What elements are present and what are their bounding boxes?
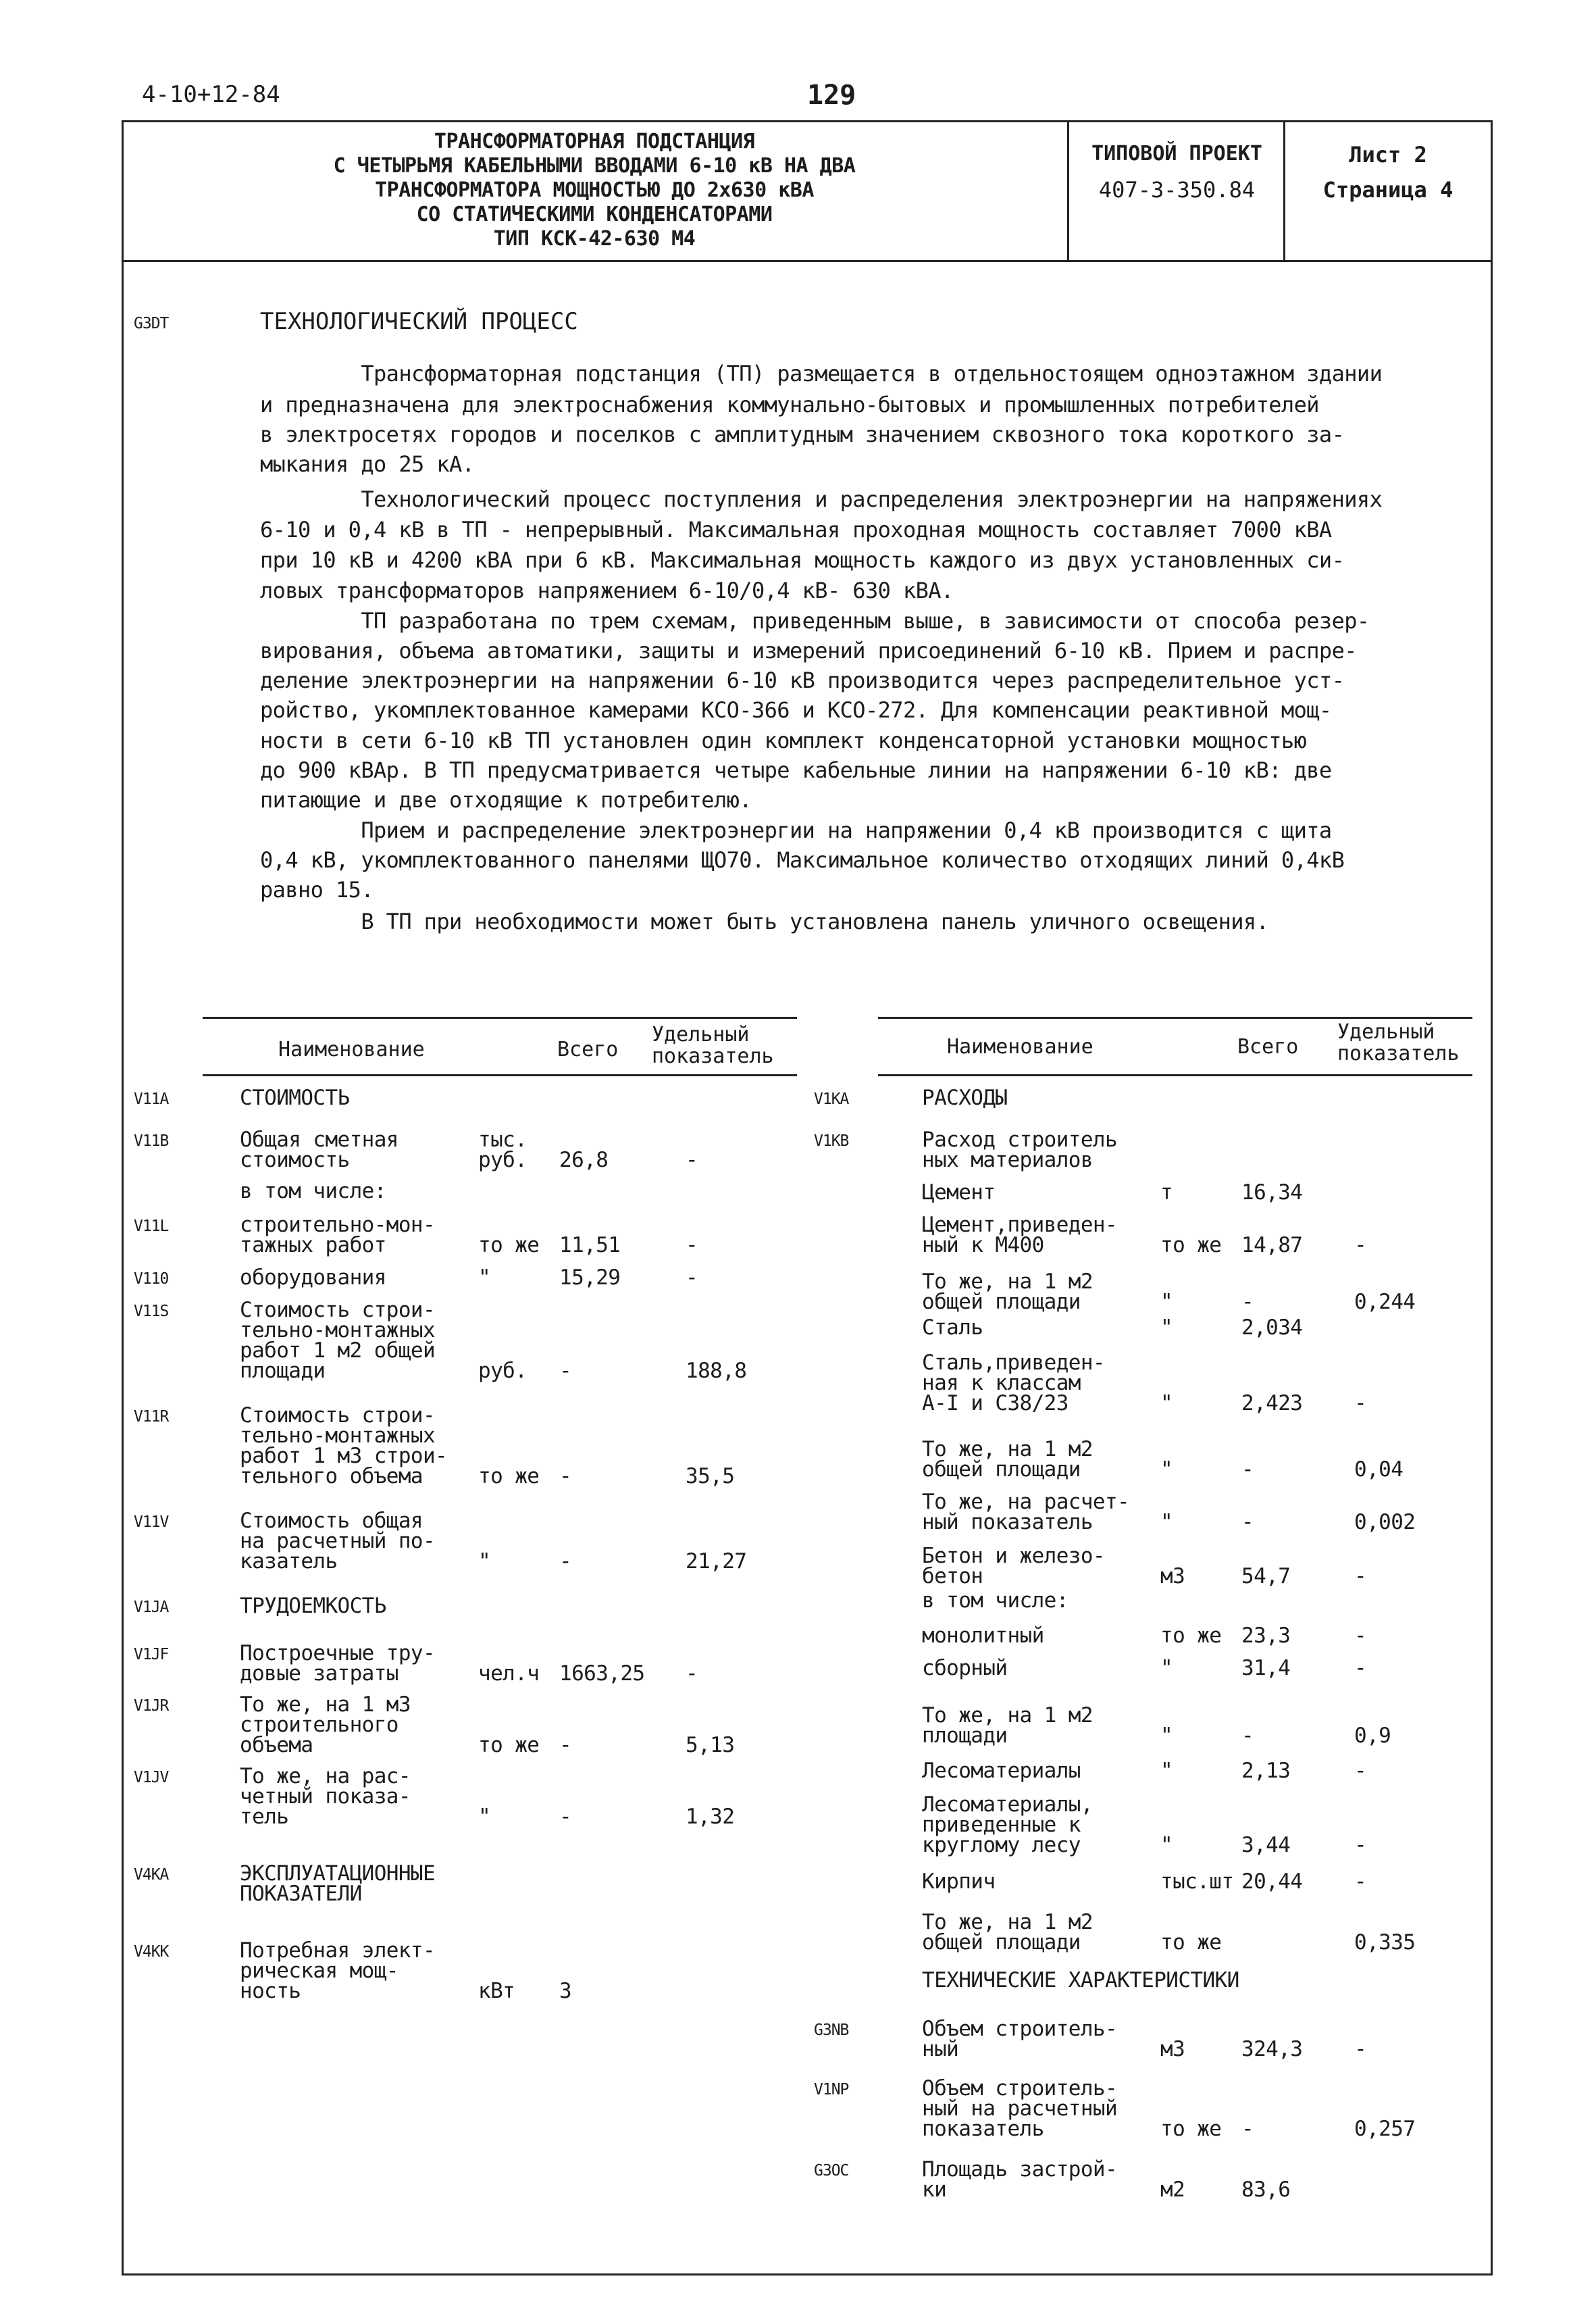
row-name <box>922 1317 983 1338</box>
row-name <box>922 1492 1129 1532</box>
row-name-line: оборудования <box>240 1265 386 1290</box>
row-code: G3NB <box>814 2021 849 2039</box>
row-specific: 1,32 <box>686 1805 735 1829</box>
header-name: Наименование <box>278 1038 425 1061</box>
row-unit: то же <box>1160 1233 1222 1257</box>
row-name <box>922 1546 1105 1586</box>
row-specific: - <box>686 1265 698 1290</box>
paragraph-line: 0,4 кВ, укомплектованного панелями ЩО70. Максимальное количество отходящих линий 0,4кВ <box>260 847 1345 873</box>
project-label: ТИПОВОЙ ПРОЕКТ <box>1091 142 1262 166</box>
row-name-line: работ 1 м3 строи- <box>240 1444 448 1468</box>
row-code: V4KK <box>134 1943 169 1961</box>
row-name-line: ный <box>922 2037 959 2061</box>
row-name <box>922 1215 1117 1255</box>
row-name-line: тель <box>240 1805 289 1829</box>
row-total: 3,44 <box>1241 1833 1291 1857</box>
row-name <box>922 2159 1117 2200</box>
row-unit: то же <box>478 1464 540 1488</box>
row-specific: - <box>1354 1233 1367 1257</box>
row-name-line: довые затраты <box>240 1661 398 1686</box>
paragraph-line: вирования, объема автоматики, защиты и измерений присоединений 6-10 кВ. Прием и распре- <box>260 638 1357 663</box>
page-number: 129 <box>807 80 856 111</box>
row-name-line: в том числе: <box>240 1179 386 1203</box>
row-unit: " <box>1160 1759 1173 1783</box>
row-name-line: ный к М400 <box>922 1233 1044 1257</box>
row-unit: кВт <box>478 1979 515 2003</box>
header-specific: показатель <box>1337 1042 1460 1065</box>
row-total: 31,4 <box>1241 1656 1291 1680</box>
row-specific: - <box>686 1233 698 1257</box>
row-name-line: в том числе: <box>922 1588 1069 1613</box>
paragraph-line: деление электроэнергии на напряжении 6-10 кВ производится через распределительное уст- <box>260 668 1345 693</box>
title-line: С ЧЕТЫРЬМЯ КАБЕЛЬНЫМИ ВВОДАМИ 6-10 кВ НА ДВА <box>333 154 856 178</box>
row-specific: 0,9 <box>1354 1724 1391 1748</box>
row-name-line: Стоимость строи- <box>240 1403 436 1428</box>
row-name-line: То же, на 1 м2 <box>922 1269 1093 1294</box>
row-name-line: ный на расчетный <box>922 2096 1118 2121</box>
paragraph-line: и предназначена для электроснабжения коммунально-бытовых и промышленных потребителей <box>260 392 1319 418</box>
row-specific: - <box>1354 1656 1367 1680</box>
row-code: V1JA <box>134 1599 169 1616</box>
row-specific: 0,04 <box>1354 1457 1404 1482</box>
row-name-line: тельного объема <box>240 1464 423 1488</box>
row-name-line: Площадь застрой- <box>922 2157 1118 2182</box>
row-name-line: ЭКСПЛУАТАЦИОННЫЕ <box>240 1861 436 1886</box>
paragraph-line: равно 15. <box>260 877 374 903</box>
title-line: ТИП КСК-42-630 М4 <box>493 227 696 251</box>
row-name-line: То же, на 1 м3 <box>240 1692 411 1717</box>
row-unit: м3 <box>1160 2037 1185 2061</box>
row-name-line: стоимость <box>240 1148 350 1172</box>
row-name-line: тажных работ <box>240 1233 386 1257</box>
row-name-line: круглому лесу <box>922 1833 1081 1857</box>
row-name <box>240 1643 435 1684</box>
row-total: 20,44 <box>1241 1869 1303 1894</box>
row-specific: 188,8 <box>686 1359 747 1383</box>
paragraph-line: до 900 кВАр. В ТП предусматривается четыре кабельные линии на напряжении 6-10 кВ: две <box>260 757 1332 783</box>
row-name-line: сборный <box>922 1656 1008 1680</box>
header-specific: Удельный <box>652 1023 750 1047</box>
row-name-line: РАСХОДЫ <box>922 1086 1008 1110</box>
row-code: V1KB <box>814 1132 849 1150</box>
paragraph-line: мыкания до 25 кА. <box>260 451 475 477</box>
row-name-line: То же, на расчет- <box>922 1490 1130 1514</box>
row-unit: тыс. руб. <box>478 1128 527 1172</box>
row-specific: - <box>1354 2037 1367 2061</box>
row-code: V11L <box>134 1217 169 1235</box>
row-name-line: объема <box>240 1733 313 1757</box>
row-unit: " <box>1160 1315 1173 1340</box>
paragraph-line: ловых трансформаторов напряжением 6-10/0,4 кВ- 630 кВА. <box>260 578 954 603</box>
row-total: 15,29 <box>559 1265 621 1290</box>
row-name-line: Бетон и железо- <box>922 1544 1105 1568</box>
row-name <box>240 1940 435 2001</box>
document-number: 4-10+12-84 <box>142 81 280 108</box>
row-name <box>922 1626 1044 1646</box>
row-name-line: Объем строитель- <box>922 2017 1118 2041</box>
row-name-line: Потребная элект- <box>240 1938 436 1963</box>
row-name <box>240 1300 435 1381</box>
title-line: ТРАНСФОРМАТОРА МОЩНОСТЬЮ ДО 2х630 кВА <box>375 178 814 202</box>
row-name-line: Сталь <box>922 1315 983 1340</box>
row-name-line: тельно-монтажных <box>240 1424 436 1448</box>
row-name <box>922 1658 1007 1678</box>
row-name-line: на расчетный по- <box>240 1529 436 1553</box>
paragraph-line: ройство, укомплектованное камерами КСО-366 и КСО-272. Для компенсации реактивной мощ- <box>260 697 1332 723</box>
row-unit: " <box>1160 1290 1173 1314</box>
row-name-line: Сталь,приведен- <box>922 1351 1105 1375</box>
row-code: V1JR <box>134 1697 169 1715</box>
row-name-line: Объем строитель- <box>922 2076 1118 2101</box>
row-specific: - <box>686 1661 698 1686</box>
row-name-line: Общая сметная <box>240 1128 398 1152</box>
row-code: G3OC <box>814 2162 849 2180</box>
paragraph-line: питающие и две отходящие к потребителю. <box>260 787 752 813</box>
title-divider <box>1283 120 1285 262</box>
row-unit: " <box>1160 1724 1173 1748</box>
row-total: 2,13 <box>1241 1759 1291 1783</box>
row-name-line: Стоимость общая <box>240 1509 423 1533</box>
sheet-label: Лист 2 <box>1349 142 1427 168</box>
header-specific: показатель <box>652 1045 774 1068</box>
row-name-line: казатель <box>240 1549 338 1574</box>
row-name <box>240 1181 386 1201</box>
row-code: V1KA <box>814 1090 849 1108</box>
row-name-line: Стоимость строи- <box>240 1298 436 1322</box>
row-name-line: общей площади <box>922 1457 1081 1482</box>
table-rule <box>203 1074 797 1076</box>
row-name-line: площади <box>922 1724 1008 1748</box>
section-code: G3DT <box>134 315 169 332</box>
row-name <box>240 1766 411 1827</box>
row-name-line: ность <box>240 1979 301 2003</box>
row-unit: то же <box>1160 2117 1222 2141</box>
row-specific: 0,257 <box>1354 2117 1416 2141</box>
row-code: V110 <box>134 1270 169 1288</box>
row-unit: " <box>478 1265 491 1290</box>
header-name: Наименование <box>947 1035 1093 1059</box>
row-total: 11,51 <box>559 1233 621 1257</box>
table-rule <box>203 1017 797 1019</box>
row-total: - <box>1241 1510 1254 1534</box>
row-unit: то же <box>478 1733 540 1757</box>
row-total: - <box>559 1549 572 1574</box>
row-code: V11R <box>134 1408 169 1426</box>
row-name-line: строительного <box>240 1713 398 1737</box>
row-name-line: Расход строитель <box>922 1128 1118 1152</box>
row-total: 54,7 <box>1241 1564 1291 1588</box>
row-name-line: монолитный <box>922 1624 1044 1648</box>
row-name <box>240 1694 411 1755</box>
row-name <box>922 1130 1117 1170</box>
row-total: - <box>1241 2117 1254 2141</box>
row-specific: 0,244 <box>1354 1290 1416 1314</box>
row-name <box>922 1353 1105 1413</box>
row-total: 83,6 <box>1241 2178 1291 2202</box>
row-unit: " <box>1160 1391 1173 1415</box>
paragraph-line: 6-10 и 0,4 кВ в ТП - непрерывный. Максимальная проходная мощность составляет 7000 кВА <box>260 517 1332 543</box>
row-name-line: Лесоматериалы <box>922 1759 1081 1783</box>
section-heading: ТЕХНОЛОГИЧЕСКИЙ ПРОЦЕСС <box>260 308 578 335</box>
row-name <box>922 1970 1239 1990</box>
row-unit: то же <box>1160 1930 1222 1955</box>
row-name-line: СТОИМОСТЬ <box>240 1086 350 1110</box>
row-total: - <box>559 1464 572 1488</box>
paragraph-line: В ТП при необходимости может быть установлена панель уличного освещения. <box>260 909 1269 934</box>
row-unit: " <box>1160 1457 1173 1482</box>
row-name-line: площади <box>240 1359 326 1383</box>
row-name-line: четный показа- <box>240 1784 411 1809</box>
row-unit: м3 <box>1160 1564 1185 1588</box>
row-unit: м2 <box>1160 2178 1185 2202</box>
row-name <box>240 1088 350 1108</box>
row-name <box>922 1705 1093 1746</box>
row-specific: - <box>1354 1833 1367 1857</box>
row-name-line: ТРУДОЕМКОСТЬ <box>240 1594 386 1618</box>
row-name-line: То же, на 1 м2 <box>922 1703 1093 1728</box>
row-total: - <box>559 1805 572 1829</box>
row-name <box>240 1863 435 1904</box>
row-unit: руб. <box>478 1359 527 1383</box>
row-name <box>922 1871 995 1892</box>
row-code: V11A <box>134 1090 169 1108</box>
paragraph-line: при 10 кВ и 4200 кВА при 6 кВ. Максимальная мощность каждого из двух установленных си- <box>260 547 1345 573</box>
page-label: Страница 4 <box>1322 177 1453 203</box>
row-total: 14,87 <box>1241 1233 1303 1257</box>
row-code: V4KA <box>134 1866 169 1884</box>
row-name <box>922 1761 1081 1781</box>
row-name <box>240 1405 447 1486</box>
row-specific: - <box>1354 1564 1367 1588</box>
row-name <box>240 1596 386 1616</box>
row-total: 2,423 <box>1241 1391 1303 1415</box>
row-specific: - <box>686 1148 698 1172</box>
row-name-line: тельно-монтажных <box>240 1318 436 1342</box>
row-name <box>240 1215 435 1255</box>
row-name <box>922 1590 1069 1611</box>
row-total: 3 <box>559 1979 572 2003</box>
row-name-line: Построечные тру- <box>240 1641 436 1665</box>
row-specific: 21,27 <box>686 1549 747 1574</box>
header-total: Всего <box>557 1038 619 1061</box>
row-name <box>240 1130 398 1170</box>
row-name <box>922 1088 1007 1108</box>
row-name-line: общей площади <box>922 1930 1081 1955</box>
row-code: V1NP <box>814 2081 849 2098</box>
row-unit: т <box>1160 1180 1173 1205</box>
row-name-line: То же, на рас- <box>240 1764 411 1788</box>
row-total: 324,3 <box>1241 2037 1303 2061</box>
title-divider <box>1067 120 1069 262</box>
row-name-line: А-I и С38/23 <box>922 1391 1069 1415</box>
row-name-line: ный показатель <box>922 1510 1093 1534</box>
header-total: Всего <box>1237 1035 1299 1059</box>
row-name-line: Цемент,приведен- <box>922 1213 1118 1237</box>
row-name-line: ПОКАЗАТЕЛИ <box>240 1882 362 1906</box>
row-name-line: Цемент <box>922 1180 996 1205</box>
row-name-line: общей площади <box>922 1290 1081 1314</box>
row-unit: " <box>1160 1510 1173 1534</box>
paragraph-line: Трансформаторная подстанция (ТП) размещается в отдельностоящем одноэтажном здании <box>260 361 1383 386</box>
row-name-line: ных материалов <box>922 1148 1093 1172</box>
paragraph-line: ТП разработана по трем схемам, приведенным выше, в зависимости от способа резер- <box>260 608 1370 634</box>
row-name <box>922 1912 1093 1953</box>
row-name-line: Кирпич <box>922 1869 996 1894</box>
table-rule <box>878 1017 1472 1019</box>
row-unit: " <box>1160 1656 1173 1680</box>
row-specific: - <box>1354 1869 1367 1894</box>
row-name-line: Лесоматериалы, <box>922 1792 1093 1817</box>
row-specific: 0,002 <box>1354 1510 1416 1534</box>
row-name-line: строительно-мон- <box>240 1213 436 1237</box>
row-total: 26,8 <box>559 1148 609 1172</box>
row-name-line: То же, на 1 м2 <box>922 1437 1093 1461</box>
row-specific: - <box>1354 1391 1367 1415</box>
row-unit: " <box>478 1549 491 1574</box>
row-name <box>922 1439 1093 1480</box>
row-name <box>922 1182 995 1203</box>
row-code: V1JF <box>134 1646 169 1663</box>
row-total: - <box>1241 1290 1254 1314</box>
row-specific: 35,5 <box>686 1464 735 1488</box>
row-name-line: приведенные к <box>922 1813 1081 1837</box>
row-total: 16,34 <box>1241 1180 1303 1205</box>
row-unit: тыс.шт <box>1160 1869 1234 1894</box>
row-specific: - <box>1354 1759 1367 1783</box>
row-name-line: ки <box>922 2178 947 2202</box>
row-total: 23,3 <box>1241 1624 1291 1648</box>
row-specific: 0,335 <box>1354 1930 1416 1955</box>
row-total: - <box>1241 1457 1254 1482</box>
row-unit: чел.ч <box>478 1661 540 1686</box>
row-total: 2,034 <box>1241 1315 1303 1340</box>
row-name <box>922 1794 1093 1855</box>
row-unit: " <box>478 1805 491 1829</box>
paragraph-line: ности в сети 6-10 кВ ТП установлен один комплект конденсаторной установки мощностью <box>260 728 1307 753</box>
row-code: V11V <box>134 1513 169 1531</box>
row-name-line: ная к классам <box>922 1371 1081 1395</box>
paragraph-line: Технологический процесс поступления и распределения электроэнергии на напряжениях <box>260 486 1383 512</box>
row-specific: - <box>1354 1624 1367 1648</box>
row-unit: то же <box>478 1233 540 1257</box>
row-specific: 5,13 <box>686 1733 735 1757</box>
row-name <box>240 1267 386 1288</box>
title-line: ТРАНСФОРМАТОРНАЯ ПОДСТАНЦИЯ <box>434 130 755 153</box>
row-name <box>922 2078 1117 2139</box>
row-name-line: То же, на 1 м2 <box>922 1910 1093 1934</box>
row-name-line: ТЕХНИЧЕСКИЕ ХАРАКТЕРИСТИКИ <box>922 1968 1239 1992</box>
row-total: - <box>559 1359 572 1383</box>
row-name <box>240 1509 436 1574</box>
row-total: 1663,25 <box>559 1661 645 1686</box>
row-code: V11B <box>134 1132 169 1150</box>
header-specific: Удельный <box>1337 1020 1435 1044</box>
paragraph-line: Прием и распределение электроэнергии на напряжении 0,4 кВ производится с щита <box>260 818 1332 843</box>
title-line: СО СТАТИЧЕСКИМИ КОНДЕНСАТОРАМИ <box>416 203 773 226</box>
row-name <box>922 2019 1117 2059</box>
row-total: - <box>1241 1724 1254 1748</box>
row-code: V1JV <box>134 1769 169 1786</box>
row-name <box>922 1269 1093 1314</box>
project-code: 407-3-350.84 <box>1098 177 1256 203</box>
paragraph-line: в электросетях городов и поселков с амплитудным значением сквозного тока короткого за- <box>260 422 1345 447</box>
table-rule <box>878 1074 1472 1076</box>
row-name-line: рическая мощ- <box>240 1959 398 1983</box>
row-name-line: бетон <box>922 1564 983 1588</box>
row-unit: " <box>1160 1833 1173 1857</box>
row-name-line: работ 1 м2 общей <box>240 1338 436 1363</box>
row-code: V11S <box>134 1303 169 1320</box>
row-name-line: показатель <box>922 2117 1044 2141</box>
row-total: - <box>559 1733 572 1757</box>
row-unit: то же <box>1160 1624 1222 1648</box>
